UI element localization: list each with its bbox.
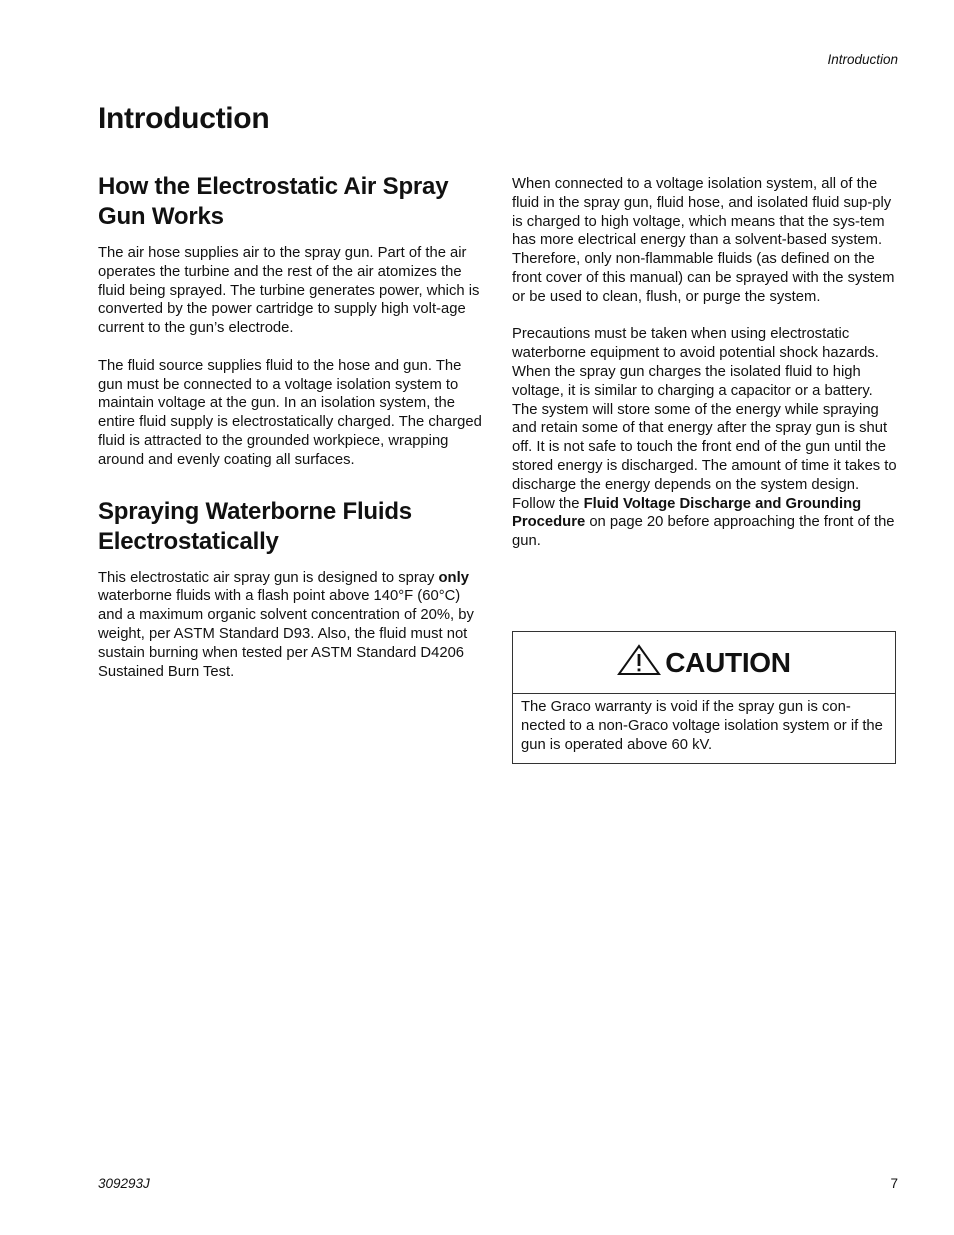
running-header: Introduction: [827, 52, 898, 67]
document-number: 309293J: [98, 1176, 150, 1191]
section-spraying-waterborne: [98, 497, 484, 682]
caution-label: CAUTION: [665, 646, 791, 678]
paragraph-isolation-system: When connected to a voltage isolation system, all of the fluid in the spray gun, fluid hose, and isolated fluid sup-ply is charged to high voltage, which means that the sys-tem has more electrical energy than a solvent-based system. Therefore, only non-flammable fluids (as defined on the front cover of this manual) can be sprayed with the system or be used to clean, flush, or purge the system.: [512, 176, 895, 305]
caution-body: [513, 694, 895, 754]
page-title: Introduction: [98, 102, 270, 135]
caution-header: [513, 632, 895, 694]
paragraph-air-hose: The air hose supplies air to the spray gun. Part of the air operates the turbine and the rest of the air atomizes the fluid being sprayed. The turbine generates power, which is converted by the power cartridge to supply high volt-age current to the gun’s electrode.: [98, 245, 480, 337]
warning-triangle-icon: [617, 644, 661, 681]
left-column: [98, 172, 484, 700]
caution-text: The Graco warranty is void if the spray gun is con-nected to a non-Graco voltage isolation system or if the gun is operated above 60 kV.: [521, 699, 883, 753]
paragraph-waterborne-only: [98, 569, 484, 682]
right-column: [512, 175, 898, 570]
section-how-gun-works: [98, 172, 484, 470]
page-number: 7: [890, 1176, 898, 1191]
procedure-reference: Fluid Voltage Discharge and Grounding Procedure: [512, 495, 862, 531]
section-heading-how-gun-works: How the Electrostatic Air Spray Gun Works: [98, 173, 449, 230]
section-heading-spraying-waterborne: Spraying Waterborne Fluids Electrostatically: [98, 497, 412, 555]
text-run: Precautions must be taken when using electrostatic waterborne equipment to avoid potential shock hazards. When the spray gun charges the isolated fluid to high voltage, it is similar to charging a capacitor or a battery. The system will store some of the energy while spraying and retain some of that energy after the spray gun is shut off. It is not safe to touch the front end of the gun until the stored energy is discharged. The amount of time it takes to discharge the energy depends on the system design. Follow the: [512, 326, 897, 512]
text-run: waterborne fluids with a flash point above 140°F (60°C) and a maximum organic solvent concentration of 20%, by weight, per ASTM Standard D93. Also, the fluid must not sustain burning when tested per ASTM Standard D4206 Sustained Burn Test.: [98, 588, 474, 680]
caution-box: [512, 631, 896, 764]
emphasis-only: only: [438, 569, 469, 586]
text-run: on page 20 before approaching the front of the gun.: [512, 514, 895, 550]
paragraph-precautions: [512, 325, 898, 551]
paragraph-fluid-source: The fluid source supplies fluid to the hose and gun. The gun must be connected to a voltage isolation system to maintain voltage at the gun. In an isolation system, the entire fluid supply is electrostatically charged. The charged fluid is attracted to the grounded workpiece, wrapping around and evenly coating all surfaces.: [98, 357, 482, 468]
text-run: This electrostatic air spray gun is designed to spray: [98, 569, 439, 586]
